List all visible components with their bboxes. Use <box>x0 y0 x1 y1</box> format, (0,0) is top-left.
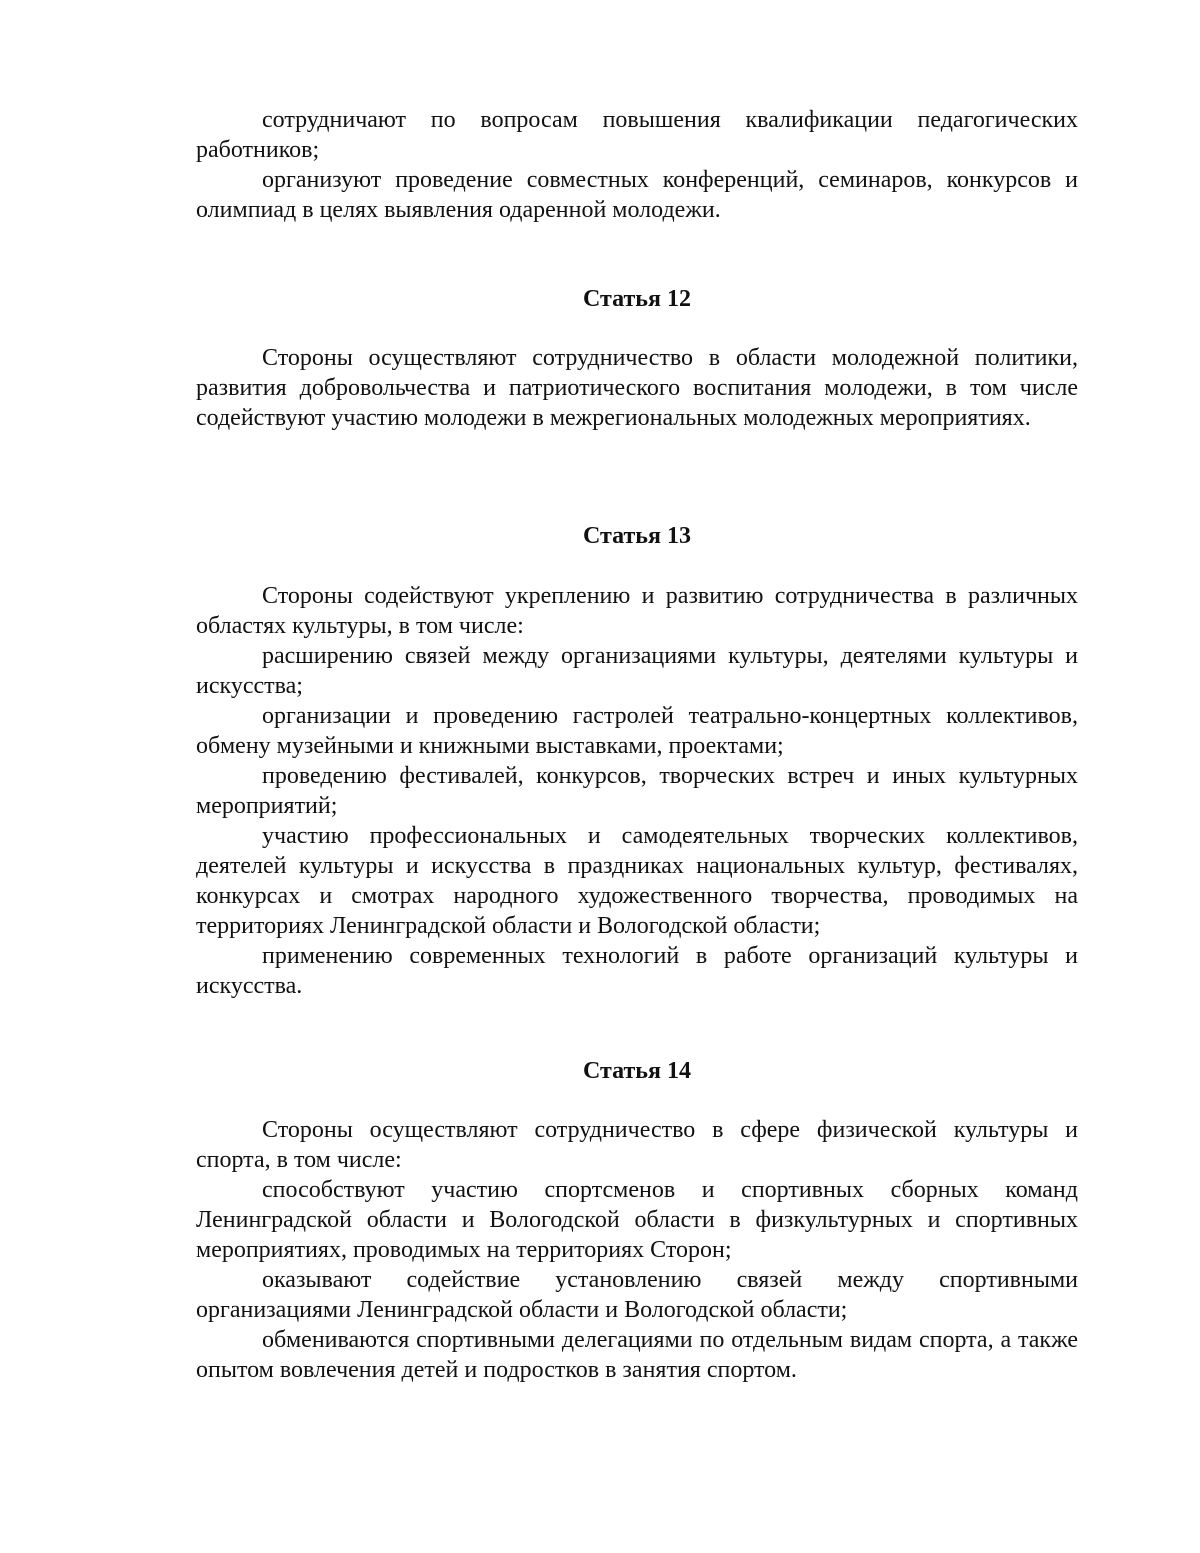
paragraph: Стороны осуществляют сотрудничество в сфере физической культуры и спорта, в том числе: <box>196 1117 1078 1173</box>
paragraph: организации и проведению гастролей театрально-концертных коллективов, обмену музейными и книжными выставками, проектами; <box>196 703 1078 759</box>
paragraph: участию профессиональных и самодеятельных творческих коллективов, деятелей культуры и искусства в праздниках национальных культур, фестивалях, конкурсах и смотрах народного художественного творчества, проводимых на территориях Ленинградской области и Вологодской области; <box>196 823 1078 939</box>
paragraph: расширению связей между организациями культуры, деятелями культуры и искусства; <box>196 643 1078 699</box>
paragraph: проведению фестивалей, конкурсов, творческих встреч и иных культурных мероприятий; <box>196 763 1078 819</box>
paragraph: Стороны осуществляют сотрудничество в области молодежной политики, развития добровольчества и патриотического воспитания молодежи, в том числе содействуют участию молодежи в межрегиональных молодежных мероприятиях. <box>196 345 1078 431</box>
article-13-heading: Статья 13 <box>583 523 691 549</box>
article-12-body <box>196 343 1078 433</box>
article-12-heading: Статья 12 <box>583 286 691 312</box>
paragraph: обмениваются спортивными делегациями по отдельным видам спорта, а также опытом вовлечения детей и подростков в занятия спортом. <box>196 1327 1078 1383</box>
continued-paragraphs <box>196 105 1078 225</box>
paragraph: Стороны содействуют укреплению и развитию сотрудничества в различных областях культуры, в том числе: <box>196 583 1078 639</box>
paragraph: организуют проведение совместных конференций, семинаров, конкурсов и олимпиад в целях выявления одаренной молодежи. <box>196 167 1078 223</box>
article-14-heading: Статья 14 <box>583 1058 691 1084</box>
paragraph: способствуют участию спортсменов и спортивных сборных команд Ленинградской области и Вологодской области в физкультурных и спортивных мероприятиях, проводимых на территориях Сторон; <box>196 1177 1078 1263</box>
paragraph: применению современных технологий в работе организаций культуры и искусства. <box>196 943 1078 999</box>
paragraph: сотрудничают по вопросам повышения квалификации педагогических работников; <box>196 107 1078 163</box>
paragraph: оказывают содействие установлению связей между спортивными организациями Ленинградской области и Вологодской области; <box>196 1267 1078 1323</box>
article-13-body <box>196 581 1078 1001</box>
article-14-body <box>196 1115 1078 1385</box>
